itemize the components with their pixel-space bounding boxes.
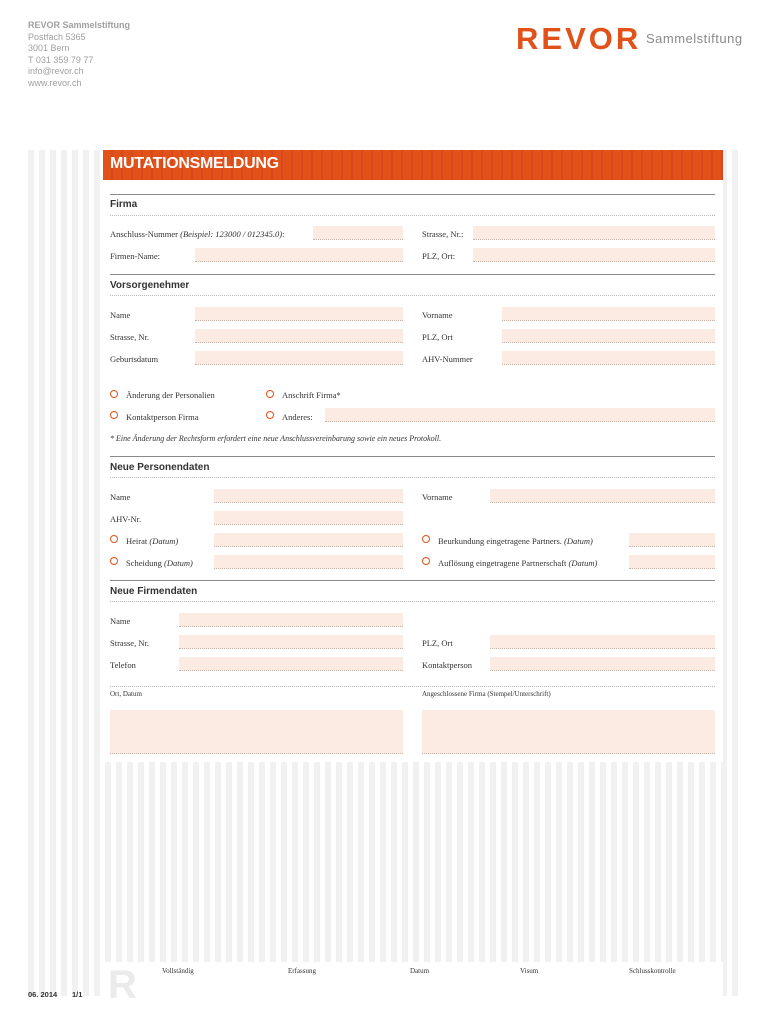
section-underline — [110, 295, 715, 296]
scheidung-radio[interactable] — [110, 557, 118, 565]
firma-strasse-label: Strasse, Nr.: — [422, 229, 464, 239]
option-anderes-radio[interactable] — [266, 411, 274, 419]
fd-telefon-field[interactable] — [179, 657, 403, 671]
aufloesung-label: Auflösung eingetragene Partnerschaft (Datum) — [438, 558, 598, 568]
sender-address — [28, 20, 130, 90]
anschluss-nummer-label: Anschluss-Nummer (Beispiel: 123000 / 012345.0): — [110, 229, 285, 239]
section-divider — [110, 456, 715, 457]
footer-visum: Visum — [520, 967, 539, 975]
ort-datum-label: Ort, Datum — [110, 690, 142, 698]
form-title: MUTATIONSMELDUNG — [110, 155, 279, 172]
section-underline — [110, 477, 715, 478]
firmen-name-label: Firmen-Name: — [110, 251, 161, 261]
option-anderes-field[interactable] — [325, 408, 715, 422]
option-anschrift-radio[interactable] — [266, 390, 274, 398]
vn-vorname-field[interactable] — [502, 307, 715, 321]
section-title-firmendaten: Neue Firmendaten — [110, 586, 198, 597]
ort-datum-field[interactable] — [110, 710, 403, 754]
scheidung-label: Scheidung (Datum) — [126, 558, 193, 568]
pd-ahv-field[interactable] — [214, 511, 403, 525]
firma-signature-field[interactable] — [422, 710, 715, 754]
page-number: 1/1 — [72, 990, 83, 999]
firma-plz-field[interactable] — [473, 248, 715, 262]
fd-name-field[interactable] — [179, 613, 403, 627]
heirat-datum-field[interactable] — [214, 533, 403, 547]
section-divider — [110, 580, 715, 581]
signature-divider — [110, 686, 715, 687]
aufloesung-radio[interactable] — [422, 557, 430, 565]
section-title-personendaten: Neue Personendaten — [110, 462, 210, 473]
footer-schlusskontrolle: Schlusskontrolle — [629, 967, 676, 975]
footer-vollstaendig: Vollständig — [162, 967, 194, 975]
section-title-vorsorgenehmer: Vorsorgenehmer — [110, 280, 190, 291]
vn-vorname-label: Vorname — [422, 310, 453, 320]
vn-strasse-field[interactable] — [195, 329, 403, 343]
option-kontaktperson-radio[interactable] — [110, 411, 118, 419]
pd-ahv-label: AHV-Nr. — [110, 514, 142, 524]
vn-geburtsdatum-field[interactable] — [195, 351, 403, 365]
pd-vorname-label: Vorname — [422, 492, 453, 502]
option-personalien-radio[interactable] — [110, 390, 118, 398]
pd-name-label: Name — [110, 492, 131, 502]
firma-strasse-field[interactable] — [473, 226, 715, 240]
beurkundung-label: Beurkundung eingetragene Partners. (Datum) — [438, 536, 593, 546]
beurkundung-datum-field[interactable] — [629, 533, 715, 547]
vn-ahv-field[interactable] — [502, 351, 715, 365]
option-kontaktperson-label: Kontaktperson Firma — [126, 412, 199, 422]
aufloesung-datum-field[interactable] — [629, 555, 715, 569]
fd-strasse-field[interactable] — [179, 635, 403, 649]
revor-logo: REVOR — [516, 21, 642, 56]
option-personalien-label: Änderung der Personalien — [126, 390, 215, 400]
firma-plz-label: PLZ, Ort: — [422, 251, 456, 261]
section-underline — [110, 601, 715, 602]
pd-name-field[interactable] — [214, 489, 403, 503]
vn-plz-field[interactable] — [502, 329, 715, 343]
fd-plz-field[interactable] — [490, 635, 715, 649]
anschluss-nummer-field[interactable] — [313, 226, 403, 240]
address-email[interactable]: info@revor.ch — [28, 66, 84, 77]
address-phone: T 031 359 79 77 — [28, 54, 94, 65]
beurkundung-radio[interactable] — [422, 535, 430, 543]
fd-kontaktperson-label: Kontaktperson — [422, 660, 473, 670]
firma-signature-label: Angeschlossene Firma (Stempel/Unterschrift) — [422, 690, 551, 698]
footer-erfassung: Erfassung — [288, 967, 316, 975]
revor-logo-subtitle: Sammelstiftung — [646, 31, 743, 46]
scheidung-datum-field[interactable] — [214, 555, 403, 569]
pd-vorname-field[interactable] — [490, 489, 715, 503]
section-title-firma: Firma — [110, 199, 138, 210]
vn-ahv-label: AHV-Nummer — [422, 354, 473, 364]
form-date-code: 06. 2014 — [28, 990, 58, 999]
fd-name-label: Name — [110, 616, 131, 626]
address-postfach: Postfach 5365 — [28, 31, 86, 42]
footer-datum: Datum — [410, 967, 430, 975]
section-underline — [110, 215, 715, 216]
heirat-label: Heirat (Datum) — [126, 536, 179, 546]
address-city: 3001 Bern — [28, 43, 70, 54]
vn-name-label: Name — [110, 310, 131, 320]
fd-strasse-label: Strasse, Nr. — [110, 638, 149, 648]
option-anderes-label: Anderes: — [282, 412, 313, 422]
vn-name-field[interactable] — [195, 307, 403, 321]
section-divider — [110, 274, 715, 275]
revor-watermark-icon: R — [108, 963, 137, 1007]
section-divider — [110, 194, 715, 195]
address-web[interactable]: www.revor.ch — [28, 77, 82, 88]
address-company: REVOR Sammelstiftung — [28, 20, 131, 30]
fd-telefon-label: Telefon — [110, 660, 136, 670]
vn-plz-label: PLZ, Ort — [422, 332, 453, 342]
vn-strasse-label: Strasse, Nr. — [110, 332, 149, 342]
rechtsform-note: * Eine Änderung der Rechtsform erfordert eine neue Anschlussvereinbarung sowie ein neues Protokoll. — [110, 434, 442, 443]
fd-plz-label: PLZ, Ort — [422, 638, 453, 648]
fd-kontaktperson-field[interactable] — [490, 657, 715, 671]
option-anschrift-label: Anschrift Firma* — [282, 390, 341, 400]
heirat-radio[interactable] — [110, 535, 118, 543]
firmen-name-field[interactable] — [195, 248, 403, 262]
vn-geburtsdatum-label: Geburtsdatum — [110, 354, 159, 364]
